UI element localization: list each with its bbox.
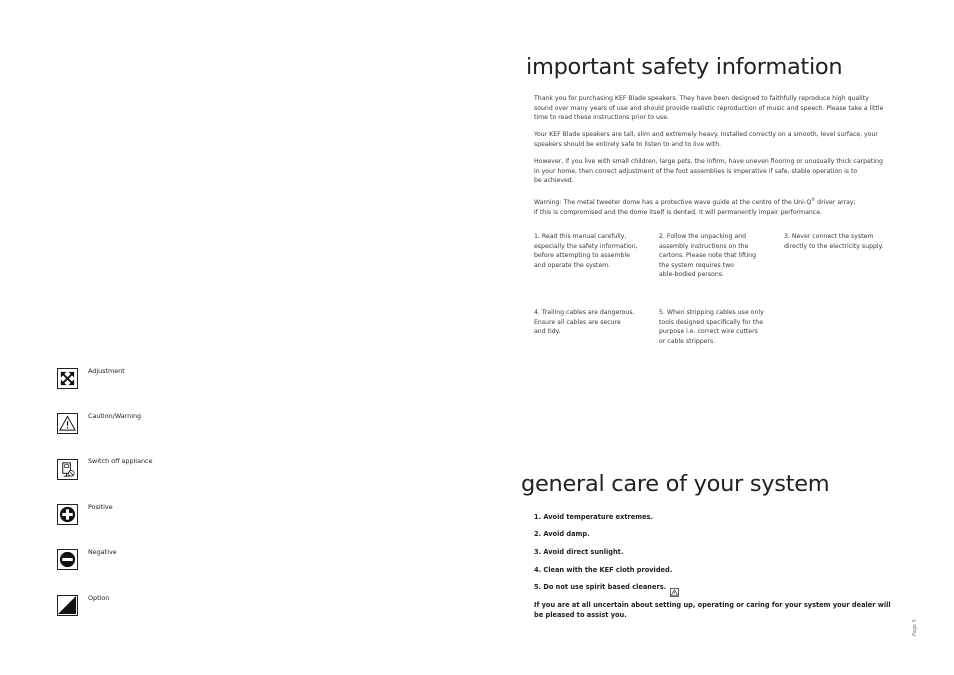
legend-label-caution: Caution/Warning bbox=[88, 412, 142, 420]
minus-circle-icon bbox=[57, 549, 78, 570]
legend-label-option: Option bbox=[88, 594, 110, 602]
switch-off-appliance-icon bbox=[57, 459, 78, 480]
care-item-4: 4. Clean with the KEF cloth provided. bbox=[534, 566, 673, 574]
safety-step-5: 5. When stripping cables use only tools designed specifically for the purpose i.e. correct wire cutters or cable strippers. bbox=[659, 309, 764, 345]
care-item-5: 5. Do not use spirit based cleaners. bbox=[534, 583, 667, 591]
safety-step-3: 3. Never connect the system directly to the electricity supply. bbox=[784, 233, 884, 250]
legend-label-switch-off: Switch off appliance bbox=[88, 457, 153, 465]
safety-step-1: 1. Read this manual carefully, especially the safety information, before attempting to assemble and operate the system. bbox=[534, 233, 638, 269]
safety-step-4: 4. Trailing cables are dangerous. Ensure all cables are secure and tidy. bbox=[534, 309, 635, 336]
legend-label-adjustment: Adjustment bbox=[88, 367, 125, 375]
heavy-speakers-paragraph: Your KEF Blade speakers are tall, slim and extremely heavy. Installed correctly on a smooth, level surface, your speakers should be entirely safe to listen to and to live with. bbox=[534, 131, 878, 148]
care-item-1: 1. Avoid temperature extremes. bbox=[534, 513, 653, 521]
adjustment-arrows-icon bbox=[57, 368, 78, 389]
tweeter-warning-paragraph: Warning: The metal tweeter dome has a protective wave guide at the centre of the Uni-Q® driver array; if this is compromised and the dome itself is dented, it will permanently impair performance. bbox=[534, 197, 856, 216]
plus-circle-icon bbox=[57, 504, 78, 525]
caution-triangle-icon bbox=[57, 413, 78, 434]
care-item-2: 2. Avoid damp. bbox=[534, 530, 590, 538]
care-heading: general care of your system bbox=[521, 471, 830, 497]
no-spirit-cleaner-icon bbox=[670, 582, 679, 591]
page-number: Page 5 bbox=[912, 619, 918, 636]
foot-assemblies-paragraph: However, if you live with small children, large pets, the infirm, have uneven flooring or unusually thick carpeting in your home, then correct adjustment of the foot assemblies is imperative if safe, stable operation is to be achieved. bbox=[534, 158, 883, 185]
legend-label-negative: Negative bbox=[88, 548, 117, 556]
option-half-square-icon bbox=[57, 595, 78, 616]
safety-step-2: 2. Follow the unpacking and assembly instructions on the cartons. Please note that lifting the system requires two able-bodied persons. bbox=[659, 233, 757, 279]
intro-paragraph: Thank you for purchasing KEF Blade speakers. They have been designed to faithfully reproduce high quality sound over many years of use and should provide realistic reproduction of music and speech. Please take a little time to read these instructions prior to use. bbox=[534, 95, 884, 122]
safety-heading: important safety information bbox=[526, 54, 843, 80]
dealer-assist-note: If you are at all uncertain about setting up, operating or caring for your system your dealer will be pleased to assist you. bbox=[534, 601, 891, 619]
care-item-3: 3. Avoid direct sunlight. bbox=[534, 548, 624, 556]
legend-label-positive: Positive bbox=[88, 503, 113, 511]
